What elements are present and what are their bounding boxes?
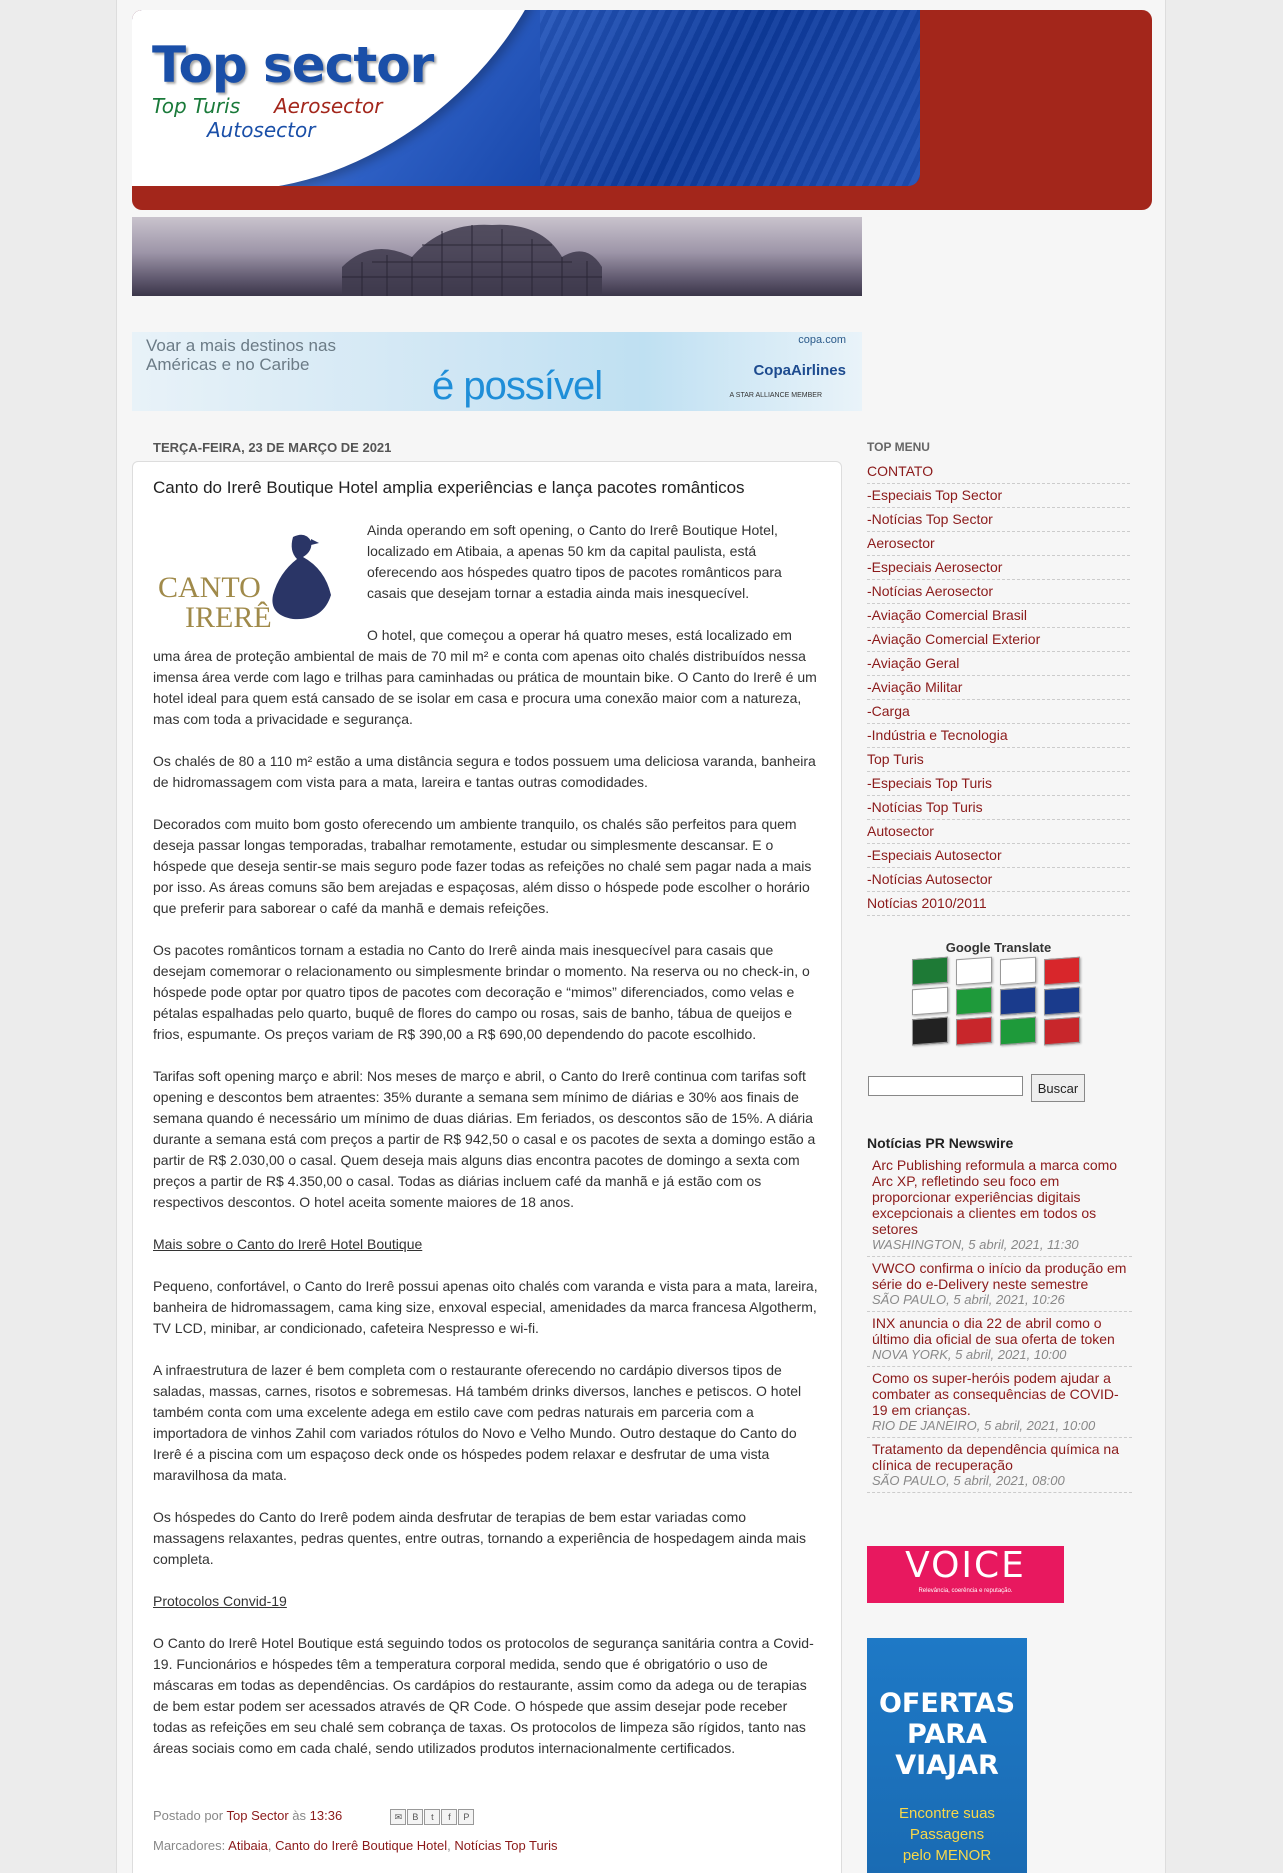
- flag-chinese-icon[interactable]: [1044, 957, 1080, 986]
- menu-item[interactable]: -Notícias Top Turis: [867, 796, 1130, 820]
- post-paragraph: Os hóspedes do Canto do Irerê podem ainda desfrutar de terapias de bem estar variadas como massagens relaxantes, pedras quentes, entre outras, tornando a experiência de hospedagem ainda mais completa.: [153, 1509, 806, 1567]
- copa-airlines-ad[interactable]: [132, 332, 862, 411]
- email-share-icon[interactable]: ✉: [390, 1809, 406, 1825]
- post-paragraph: Os chalés de 80 a 110 m² estão a uma distância segura e todos possuem uma deliciosa varanda, banheira de hidromassagem com vista para a mata, lareira e tantas outras comodidades.: [153, 753, 816, 790]
- newswire-link[interactable]: Arc Publishing reformula a marca como Arc XP, refletindo seu foco em proporcionar experiências digitais excepcionais a clientes em todos os setores: [872, 1157, 1118, 1237]
- search-button[interactable]: Buscar: [1031, 1074, 1085, 1102]
- menu-item[interactable]: -Aviação Comercial Exterior: [867, 628, 1130, 652]
- flag-dutch-icon[interactable]: [1044, 1017, 1080, 1046]
- flag-arabic-icon[interactable]: [912, 957, 948, 986]
- post-footer: [153, 1808, 474, 1825]
- menu-item[interactable]: -Aviação Militar: [867, 676, 1130, 700]
- ad-copa-url: copa.com: [798, 334, 846, 346]
- post-paragraph: Decorados com muito bom gosto oferecendo um ambiente tranquilo, os chalés são perfeitos para quem deseja passar longas temporadas, trabalhar remotamente, estudar ou simplesmente descansar. E o hóspede que deseja sentir-se mais seguro pode fazer todas as refeições no chalé sem pagar nada a mais por isso. As áreas comuns são bem arejadas e espaçosas, além disso o hóspede pode escolher o horário que preferir para saborear o café da manhã e demais refeições.: [153, 816, 812, 916]
- menu-item[interactable]: Aerosector: [867, 532, 1130, 556]
- newswire-meta: SÃO PAULO, 5 abril, 2021, 08:00: [872, 1473, 1065, 1488]
- menu-item[interactable]: -Especiais Autosector: [867, 844, 1130, 868]
- top-menu: [867, 460, 1130, 916]
- flag-italian-icon[interactable]: [1000, 1017, 1036, 1046]
- header-blue-panel: [132, 10, 920, 186]
- ad-copa-brand: CopaAirlines: [753, 362, 846, 379]
- blog-share-icon[interactable]: B: [407, 1809, 423, 1825]
- ad-copa-slogan: é possível: [432, 364, 603, 408]
- newswire-meta: RIO DE JANEIRO, 5 abril, 2021, 10:00: [872, 1418, 1096, 1433]
- label-link[interactable]: Atibaia: [228, 1838, 268, 1853]
- post-paragraph: Pequeno, confortável, o Canto do Irerê possui apenas oito chalés com varanda e vista para a mata, lareira, banheira de hidromassagem, cama king size, enxoval especial, amenidades da marca francesa Algotherm, TV LCD, minibar, ar condicionado, cafeteira Nespresso e wi-fi.: [153, 1278, 818, 1336]
- voice-subtitle: Relevância, coerência e reputação.: [918, 1588, 1013, 1594]
- newswire-link[interactable]: Como os super-heróis podem ajudar a combater as consequências de COVID-19 em crianças.: [872, 1370, 1119, 1418]
- post-paragraph: O hotel, que começou a operar há quatro meses, está localizado em uma área de proteção ambiental de mais de 70 mil m² e conta com apenas oito chalés distribuídos nessa imensa área verde com lago e trilhas para caminhadas ou prática de mountain bike. O Canto do Irerê é um hotel ideal para quem está cansado de se isolar em casa e procura uma conexão maior com a natureza, mas com toda a privacidade e segurança.: [153, 627, 817, 727]
- site-header[interactable]: [132, 10, 1152, 210]
- author-link[interactable]: Top Sector: [226, 1808, 289, 1823]
- newswire-item: [867, 1438, 1132, 1493]
- menu-item[interactable]: -Especiais Top Turis: [867, 772, 1130, 796]
- flag-portuguese-icon[interactable]: [956, 987, 992, 1016]
- twitter-share-icon[interactable]: t: [424, 1809, 440, 1825]
- newswire-link[interactable]: INX anuncia o dia 22 de abril como o último dia oficial de sua oferta de token: [872, 1315, 1115, 1347]
- post-labels: Marcadores: Atibaia, Canto do Irerê Boutique Hotel, Notícias Top Turis: [153, 1838, 558, 1853]
- labels-prefix: Marcadores:: [153, 1838, 226, 1853]
- logo-text-canto: CANTO: [158, 571, 261, 604]
- flag-spanish-icon[interactable]: [956, 1017, 992, 1046]
- search-input[interactable]: [868, 1076, 1023, 1096]
- ad-copa-line2: Américas e no Caribe: [146, 355, 310, 374]
- newswire-meta: SÃO PAULO, 5 abril, 2021, 10:26: [872, 1292, 1065, 1307]
- menu-item[interactable]: -Notícias Autosector: [867, 868, 1130, 892]
- flag-russian-icon[interactable]: [912, 987, 948, 1016]
- newswire-meta: NOVA YORK, 5 abril, 2021, 10:00: [872, 1347, 1067, 1362]
- menu-item[interactable]: -Especiais Aerosector: [867, 556, 1130, 580]
- ofertas-ad[interactable]: [867, 1638, 1027, 1873]
- label-link[interactable]: Notícias Top Turis: [454, 1838, 558, 1853]
- menu-item[interactable]: Top Turis: [867, 748, 1130, 772]
- menu-item[interactable]: -Especiais Top Sector: [867, 484, 1130, 508]
- newswire-item: [867, 1154, 1132, 1257]
- google-translate-title: Google Translate: [945, 940, 1052, 955]
- site-subtitle-auto: Autosector: [207, 118, 316, 142]
- newswire-item: [867, 1312, 1132, 1367]
- post-paragraph: A infraestrutura de lazer é bem completa com o restaurante oferecendo no cardápio diversos tipos de saladas, massas, carnes, risotos e sobremesas. Há também drinks diversos, lanches e petiscos. O hotel também conta com uma excelente adega em estilo cave com pedras naturais em parceria com a importadora de vinhos Zahil com variados rótulos do Novo e Velho Mundo. Outro destaque do Canto do Irerê é a piscina com um espaçoso deck onde os hóspedes podem relaxar e desfrutar de uma vista maravilhosa da mata.: [153, 1362, 802, 1483]
- logo-text-irere: IRERÊ: [185, 601, 272, 634]
- flag-german-icon[interactable]: [912, 1017, 948, 1046]
- flag-japanese-icon[interactable]: [1000, 957, 1036, 986]
- newswire-link[interactable]: Tratamento da dependência química na clínica de recuperação: [872, 1441, 1119, 1473]
- ad-copa-line1: Voar a mais destinos nas: [146, 336, 336, 355]
- newswire-meta: WASHINGTON, 5 abril, 2021, 11:30: [872, 1237, 1079, 1252]
- label-link[interactable]: Canto do Irerê Boutique Hotel: [275, 1838, 448, 1853]
- ofertas-line1: Encontre suas: [899, 1805, 995, 1822]
- post-paragraph: Os pacotes românticos tornam a estadia no Canto do Irerê ainda mais inesquecível para casais que desejam comemorar o relacionamento ou simplesmente brindar o momento. Na reserva ou no check-in, o hóspede pode optar por quatro tipos de pacotes com decoração e “mimos” diferenciados, como velas e pétalas espalhadas pelo quarto, buquê de flores do campo ou rosas, sais de banho, tábua de queijos e frios, espumante. Os preços variam de R$ 390,00 a R$ 690,00 dependendo do pacote escolhido.: [153, 942, 810, 1042]
- post-body: [153, 520, 819, 1780]
- header-stripes: [540, 10, 920, 186]
- flag-english-icon[interactable]: [1000, 987, 1036, 1016]
- site-subtitle-aero: Aerosector: [274, 94, 383, 118]
- top-menu-title: TOP MENU: [867, 440, 930, 454]
- newswire-title: Notícias PR Newswire: [867, 1135, 1014, 1151]
- menu-item[interactable]: Autosector: [867, 820, 1130, 844]
- newswire-link[interactable]: VWCO confirma o início da produção em série do e-Delivery neste semestre: [872, 1260, 1127, 1292]
- flag-french-icon[interactable]: [1044, 987, 1080, 1016]
- at-label: às: [292, 1808, 307, 1823]
- voice-ad[interactable]: [867, 1546, 1064, 1603]
- site-subtitle-turis: Top Turis: [152, 94, 241, 118]
- site-title[interactable]: Top sector: [152, 36, 434, 94]
- ofertas-line2: Passagens: [909, 1826, 985, 1843]
- heading-more-info: Mais sobre o Canto do Irerê Hotel Boutique: [153, 1236, 423, 1252]
- posted-by-label: Postado por: [153, 1808, 224, 1823]
- menu-item[interactable]: -Aviação Geral: [867, 652, 1130, 676]
- logo-spacer: [153, 520, 367, 632]
- newswire-item: [867, 1257, 1132, 1312]
- ofertas-title: OFERTAS PARA VIAJAR: [878, 1688, 1016, 1781]
- header-photo-banner: [132, 217, 862, 296]
- post-title[interactable]: Canto do Irerê Boutique Hotel amplia experiências e lança pacotes românticos: [153, 478, 745, 497]
- menu-item[interactable]: -Notícias Aerosector: [867, 580, 1130, 604]
- pinterest-share-icon[interactable]: P: [458, 1809, 474, 1825]
- menu-item[interactable]: -Aviação Comercial Brasil: [867, 604, 1130, 628]
- heading-covid: Protocolos Convid-19: [153, 1593, 287, 1609]
- post-paragraph: Ainda operando em soft opening, o Canto do Irerê Boutique Hotel, localizado em Atibaia, a apenas 50 km da capital paulista, está oferecendo aos hóspedes quatro tipos de pacotes românticos para casais que desejam tornar a estadia ainda mais inesquecível.: [367, 522, 782, 601]
- post-time-link[interactable]: 13:36: [309, 1808, 343, 1823]
- translate-flags: [912, 958, 1082, 1044]
- facebook-share-icon[interactable]: f: [441, 1809, 457, 1825]
- ad-copa-alliance: A STAR ALLIANCE MEMBER: [729, 392, 822, 399]
- menu-item[interactable]: -Indústria e Tecnologia: [867, 724, 1130, 748]
- ad-copa-text: [146, 336, 336, 374]
- menu-item[interactable]: CONTATO: [867, 460, 1130, 484]
- menu-item[interactable]: -Notícias Top Sector: [867, 508, 1130, 532]
- newswire-item: [867, 1367, 1132, 1438]
- newswire-list: [867, 1154, 1132, 1493]
- ofertas-line3: pelo MENOR: [902, 1847, 992, 1864]
- post-paragraph: O Canto do Irerê Hotel Boutique está seguindo todos os protocolos de segurança sanitária contra a Covid-19. Funcionários e hóspedes têm a temperatura corporal medida, sendo que é obrigatório o uso de máscaras em todas as dependências. Os cardápios do restaurante, assim como da adega ou de terapias de bem estar podem ser acessados através de QR Code. O hóspede que assim desejar pode receber todas as refeições em seu chalé sem cobrança de taxas. Os protocolos de limpeza são rígidos, tanto nas áreas sociais como em cada chalé, sendo utilizados produtos internacionalmente certificados.: [153, 1635, 814, 1756]
- post-date: TERÇA-FEIRA, 23 DE MARÇO DE 2021: [153, 440, 392, 455]
- menu-item[interactable]: Notícias 2010/2011: [867, 892, 1130, 916]
- voice-title: VOICE: [905, 1545, 1026, 1586]
- flag-korean-icon[interactable]: [956, 957, 992, 986]
- greenhouse-image: [332, 217, 612, 296]
- post-paragraph: Tarifas soft opening março e abril: Nos meses de março e abril, o Canto do Irerê continua com tarifas soft opening e descontos bem atraentes: 35% durante a semana sem mínimo de diárias e 30% aos finais de semana quando é necessário um mínimo de duas diárias. Em feriados, os descontos são de 15%. A diária durante a semana está com preços a partir de R$ 942,50 o casal e os pacotes de sexta a domingo estão a partir de R$ 2.030,00 o casal. Quem deseja mais alguns dias encontra pacotes de domingo a sexta com preços a partir de R$ 4.350,00 o casal. Todas as diárias incluem café da manhã e já estão com os respectivos descontos. O hotel aceita somente maiores de 18 anos.: [153, 1068, 816, 1210]
- menu-item[interactable]: -Carga: [867, 700, 1130, 724]
